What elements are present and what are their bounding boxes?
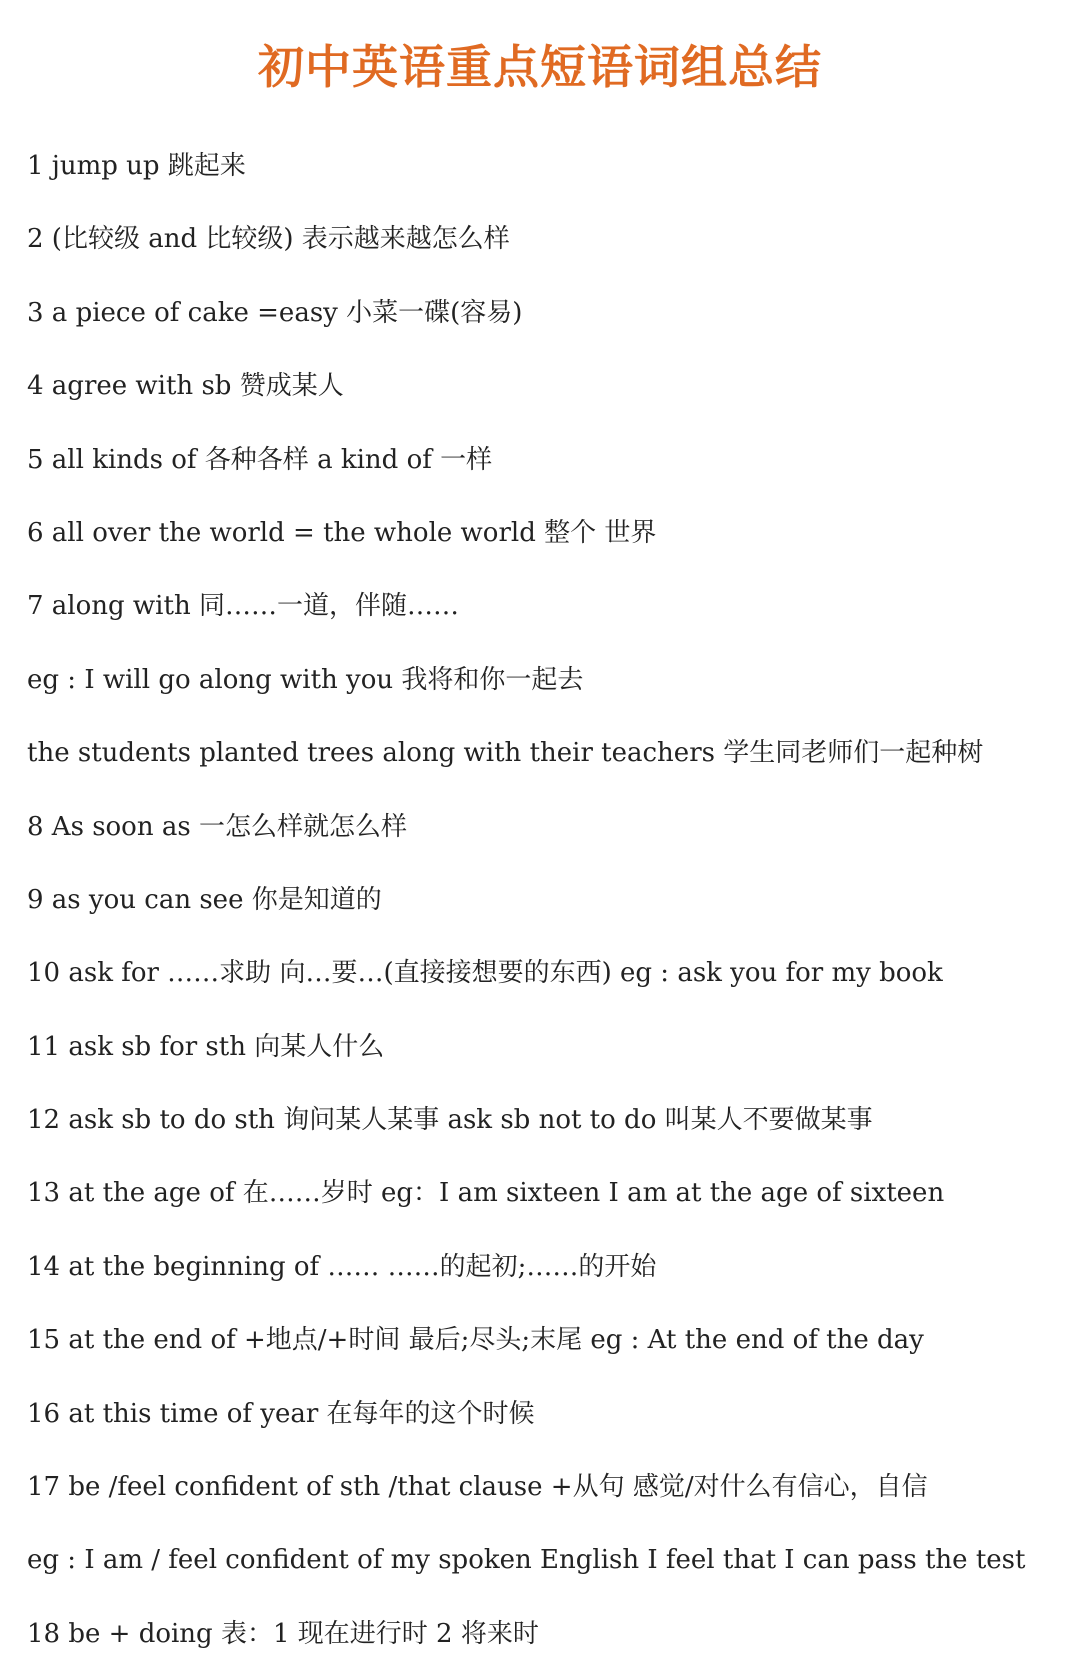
example-line-7a: eg : I will go along with you 我将和你一起去 — [27, 664, 584, 695]
page-title: 初中英语重点短语词组总结 — [258, 39, 822, 94]
phrase-line-7: 7 along with 同……一道，伴随…… — [27, 591, 459, 622]
phrase-line-15: 15 at the end of +地点/+时间 最后;尽头;末尾 eg : At the end of the day — [27, 1325, 924, 1356]
phrase-line-11: 11 ask sb for sth 向某人什么 — [27, 1031, 385, 1062]
phrase-list — [27, 138, 1067, 1679]
phrase-line-3: 3 a piece of cake =easy 小菜一碟(容易) — [27, 297, 523, 328]
phrase-line-4: 4 agree with sb 赞成某人 — [27, 371, 344, 402]
phrase-line-17: 17 be /feel confident of sth /that clause +从句 感觉/对什么有信心，自信 — [27, 1472, 928, 1503]
phrase-line-12: 12 ask sb to do sth 询问某人某事 ask sb not to do 叫某人不要做某事 — [27, 1105, 873, 1136]
phrase-line-16: 16 at this time of year 在每年的这个时候 — [27, 1398, 535, 1429]
phrase-line-10: 10 ask for ……求助 向…要…(直接接想要的东西) eg : ask you for my book — [27, 958, 943, 989]
example-line-7b: the students planted trees along with their teachers 学生同老师们一起种树 — [27, 738, 984, 769]
phrase-line-13: 13 at the age of 在……岁时 eg：I am sixteen I am at the age of sixteen — [27, 1178, 945, 1209]
phrase-line-18: 18 be + doing 表：1 现在进行时 2 将来时 — [27, 1618, 539, 1649]
phrase-line-2: 2 (比较级 and 比较级) 表示越来越怎么样 — [27, 224, 510, 255]
phrase-line-14: 14 at the beginning of …… ……的起初;……的开始 — [27, 1251, 657, 1282]
phrase-line-9: 9 as you can see 你是知道的 — [27, 884, 382, 915]
example-line-17a: eg : I am / feel confident of my spoken English I feel that I can pass the test — [27, 1545, 1026, 1576]
phrase-line-6: 6 all over the world = the whole world 整个 世界 — [27, 517, 657, 548]
phrase-line-8: 8 As soon as 一怎么样就怎么样 — [27, 811, 407, 842]
phrase-line-5: 5 all kinds of 各种各样 a kind of 一样 — [27, 444, 493, 475]
phrase-line-1: 1 jump up 跳起来 — [27, 151, 246, 181]
